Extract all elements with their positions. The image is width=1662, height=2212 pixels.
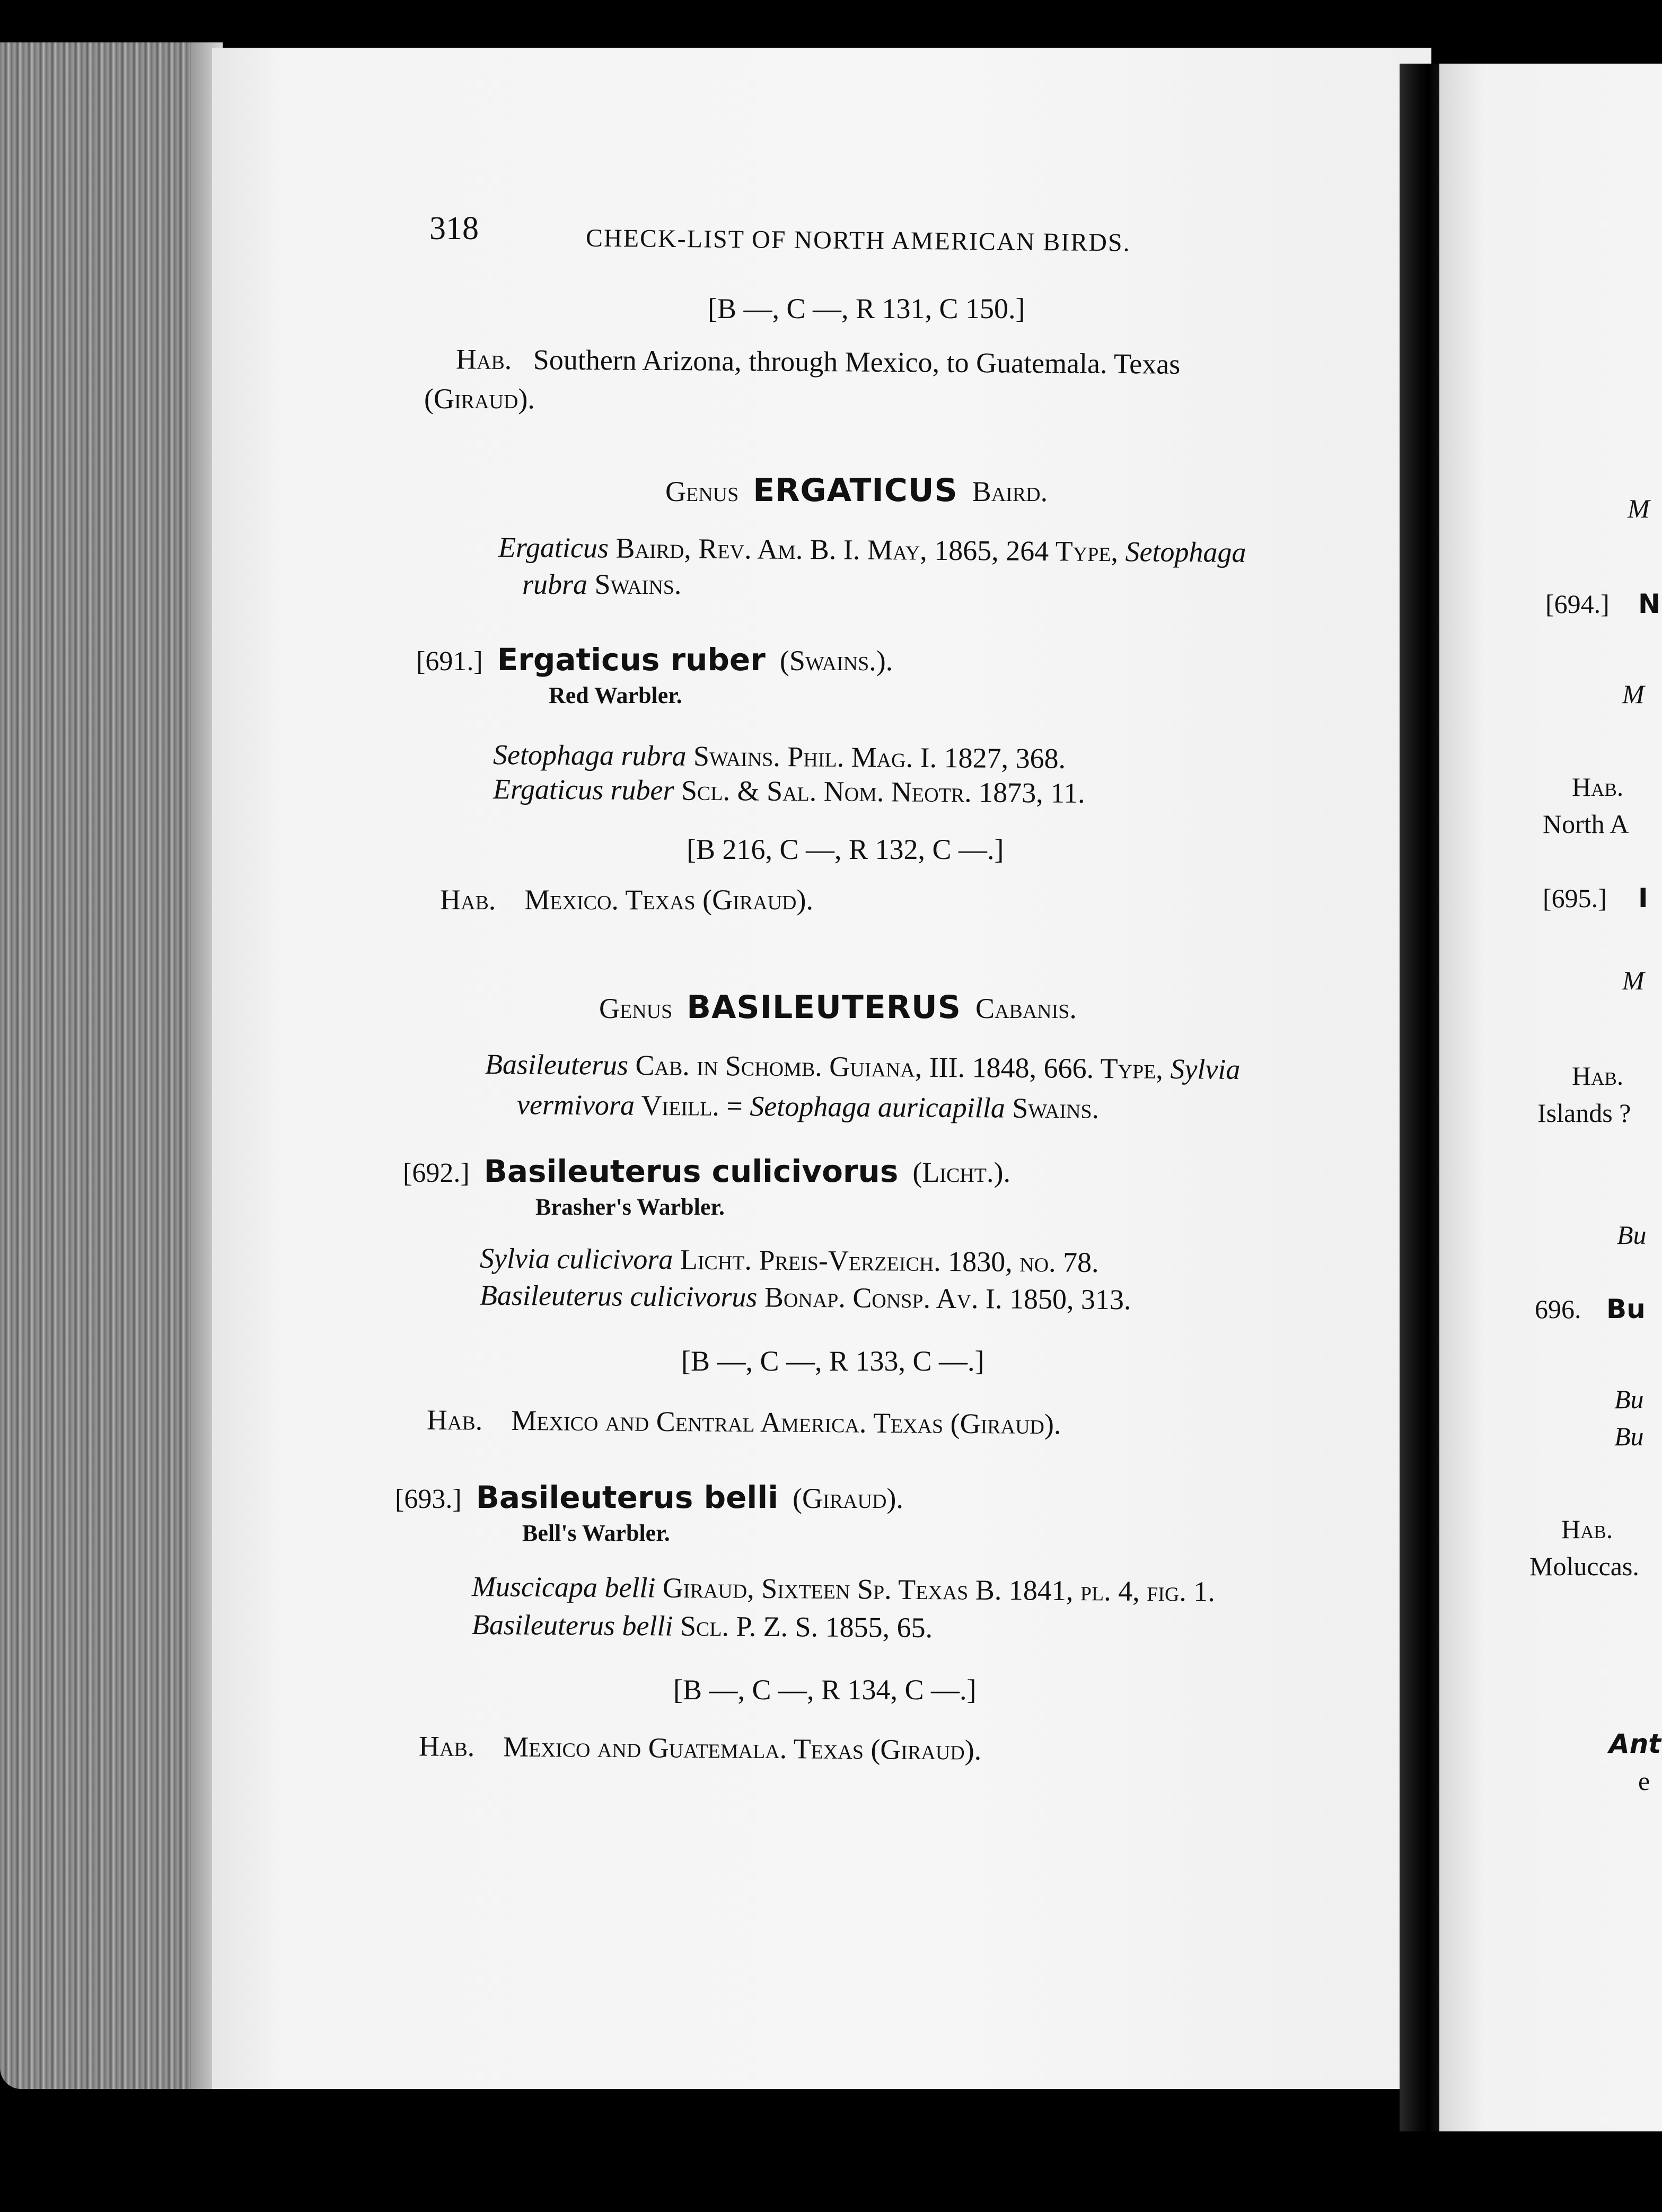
habitat-label: Hab. <box>426 1403 483 1436</box>
facing-frag: Islands ? <box>1537 1098 1631 1128</box>
genus-syn-name: Ergaticus <box>498 531 609 564</box>
genus-type: Sylvia <box>1170 1053 1241 1085</box>
habitat-label: Hab. <box>418 1730 475 1763</box>
synonym-line <box>480 1244 1099 1277</box>
genus-type: rubra <box>522 568 588 600</box>
synonym-ref: Scl. & Sal. Nom. Neotr. 1873, 11. <box>674 774 1085 809</box>
species-name: Basileuterus culicivorus <box>483 1153 899 1189</box>
genus-author: Baird. <box>972 476 1048 507</box>
genus-heading <box>665 472 1048 509</box>
facing-frag: e <box>1638 1766 1650 1796</box>
species-number: [693.] <box>395 1484 462 1514</box>
species-name: Ergaticus ruber <box>497 642 766 678</box>
facing-frag: Bu <box>1614 1384 1644 1414</box>
synonym-name: Muscicapa belli <box>471 1570 656 1604</box>
facing-frag: [694.] <box>1545 589 1610 619</box>
species-author: (Giraud). <box>793 1482 903 1514</box>
facing-frag: I <box>1638 883 1648 914</box>
genus-synonymy-continued <box>522 570 681 599</box>
paren: ( <box>424 383 434 415</box>
habitat-line <box>419 1732 982 1764</box>
reference-codes: [B 216, C —, R 132, C —.] <box>687 833 1004 865</box>
synonym-line <box>480 1281 1131 1314</box>
species-number: [691.] <box>416 646 483 677</box>
species-heading <box>403 1153 1010 1189</box>
species-author: (Swains.). <box>779 645 893 677</box>
genus-label: Genus <box>665 476 739 507</box>
genus-type-author: Swains. <box>587 568 682 600</box>
genus-synonymy-continued <box>517 1090 1100 1123</box>
synonym-name: Setophaga rubra <box>493 739 687 772</box>
genus-syn-name: Basileuterus <box>485 1048 629 1081</box>
habitat-text: Mexico and Central America. Texas (Giraud). <box>511 1404 1061 1441</box>
facing-frag: M <box>1622 679 1645 709</box>
facing-frag: North A <box>1543 809 1629 839</box>
species-number: [692.] <box>403 1158 470 1188</box>
common-name: Bell's Warbler. <box>522 1520 670 1546</box>
synonym-name: Ergaticus ruber <box>493 773 674 806</box>
genus-label: Genus <box>599 993 673 1024</box>
genus-name: BASILEUTERUS <box>687 989 961 1026</box>
genus-heading <box>599 989 1077 1026</box>
genus-type: vermivora <box>516 1089 635 1121</box>
habitat-label: Hab. <box>440 884 496 916</box>
synonym-line <box>493 775 1085 807</box>
genus-type-synonym: Setophaga auricapilla <box>750 1090 1006 1124</box>
species-author: (Licht.). <box>912 1156 1010 1188</box>
facing-frag: Hab. <box>1572 772 1624 802</box>
book-page-edges <box>0 42 223 2089</box>
synonym-line <box>493 740 1066 773</box>
synonym-name: Basileuterus belli <box>471 1608 673 1642</box>
synonym-name: Sylvia culicivora <box>479 1242 673 1276</box>
common-name: Brasher's Warbler. <box>535 1194 725 1220</box>
synonym-ref: Swains. Phil. Mag. I. 1827, 368. <box>686 740 1066 775</box>
paren: ). <box>518 383 535 415</box>
reference-codes: [B —, C —, R 133, C —.] <box>681 1345 984 1377</box>
facing-frag: Bu <box>1614 1421 1644 1451</box>
synonym-ref: Bonap. Consp. Av. I. 1850, 313. <box>757 1281 1131 1316</box>
habitat-text: Mexico and Guatemala. Texas (Giraud). <box>503 1731 982 1766</box>
reference-codes: [B —, C —, R 134, C —.] <box>673 1674 977 1706</box>
species-heading <box>395 1479 903 1515</box>
facing-frag: N <box>1638 589 1660 619</box>
genus-type: Setophaga <box>1125 536 1246 568</box>
facing-frag: Ant <box>1609 1728 1661 1759</box>
facing-frag: Hab. <box>1561 1514 1613 1544</box>
facing-frag: 696. <box>1535 1294 1581 1324</box>
facing-frag: Hab. <box>1572 1061 1624 1091</box>
facing-frag: Moluccas. <box>1529 1551 1639 1581</box>
genus-synonymy <box>498 533 1246 567</box>
genus-syn-ref: Cab. in Schomb. Guiana, III. 1848, 666. Type, <box>628 1049 1171 1085</box>
habitat-line-continued <box>424 384 535 413</box>
facing-page <box>1439 64 1662 2131</box>
facing-frag: [695.] <box>1543 883 1607 913</box>
habitat-line <box>426 1403 1061 1441</box>
facing-frag: M <box>1628 494 1650 523</box>
genus-author: Cabanis. <box>975 993 1077 1024</box>
page-number: 318 <box>429 210 479 247</box>
synonym-ref: Scl. P. Z. S. 1855, 65. <box>673 1610 933 1644</box>
synonym-line <box>472 1572 1215 1606</box>
synonym-ref: Licht. Preis-Verzeich. 1830, no. 78. <box>673 1243 1099 1279</box>
genus-name: ERGATICUS <box>753 472 958 509</box>
synonym-ref: Giraud, Sixteen Sp. Texas B. 1841, pl. 4, fig. 1. <box>655 1572 1216 1608</box>
reference-codes: [B —, C —, R 131, C 150.] <box>708 293 1025 324</box>
habitat-line <box>456 345 1181 379</box>
authority-name: Giraud <box>433 383 518 415</box>
habitat-label: Hab. <box>455 343 512 375</box>
running-title: CHECK-LIST OF NORTH AMERICAN BIRDS. <box>585 224 1131 257</box>
genus-syn-ref: Baird, Rev. Am. B. I. May, 1865, 264 Type, <box>608 532 1125 568</box>
genus-type-author: Vieill. = <box>634 1089 750 1122</box>
species-heading <box>416 642 893 678</box>
facing-frag: M <box>1622 965 1645 995</box>
facing-frag: Bu <box>1617 1220 1647 1250</box>
facing-frag: Bu <box>1606 1294 1646 1324</box>
synonym-line <box>472 1610 933 1642</box>
species-name: Basileuterus belli <box>476 1479 779 1515</box>
synonym-name: Basileuterus culicivorus <box>479 1279 758 1313</box>
common-name: Red Warbler. <box>549 682 682 708</box>
habitat-text: Mexico. Texas (Giraud). <box>524 884 813 916</box>
genus-type-author: Swains. <box>1005 1092 1100 1125</box>
habitat-text: Southern Arizona, through Mexico, to Guatemala. Texas <box>533 344 1181 380</box>
genus-synonymy <box>485 1050 1241 1084</box>
habitat-line <box>440 885 813 914</box>
